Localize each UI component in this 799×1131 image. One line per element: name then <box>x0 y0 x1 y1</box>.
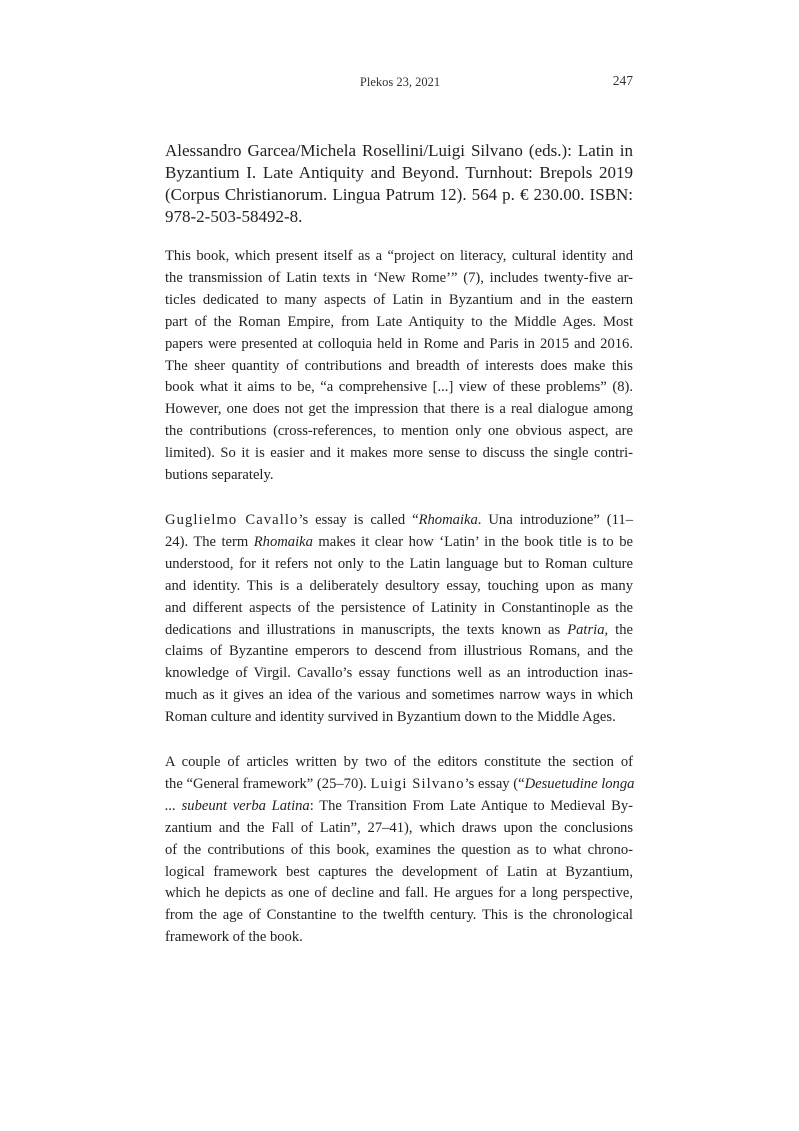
text-line <box>165 162 633 184</box>
text-line <box>165 707 633 729</box>
text-line <box>165 840 633 862</box>
text-segment: and identity. This is a deliberately desultory essay, touching upon as many <box>165 577 633 594</box>
text-segment: papers were presented at colloquia held in Rome and Paris in 2015 and 2016. <box>165 335 633 352</box>
text-segment: claims of Byzantine emperors to descend from illustrious Romans, and the <box>165 643 633 660</box>
text-segment: the transmission of Latin texts in ‘New Rome’” (7), includes twenty-five ar- <box>165 269 633 286</box>
author-name: Luigi Silvano <box>370 775 465 792</box>
text-line <box>165 796 633 818</box>
text-segment: ticles dedicated to many aspects of Latin in Byzantium and in the eastern <box>165 291 633 308</box>
text-segment: : The Transition From Late Antique to Medieval By- <box>309 797 633 814</box>
text-line <box>165 818 633 840</box>
text-line <box>165 443 633 465</box>
text-segment: much as it gives an idea of the various and sometimes narrow ways in which <box>165 687 633 704</box>
text-line <box>165 421 633 443</box>
text-segment: knowledge of Virgil. Cavallo’s essay functions well as an introduction inas- <box>165 665 633 682</box>
text-line <box>165 140 633 162</box>
text-segment: from the age of Constantine to the twelfth century. This is the chronological <box>165 907 633 924</box>
text-line <box>165 883 633 905</box>
text-segment: . Una introduzione” (11– <box>477 511 633 528</box>
text-segment: Alessandro Garcea/Michela Rosellini/Luigi Silvano (eds.): Latin in <box>165 141 633 160</box>
text-line <box>165 206 633 228</box>
text-line <box>165 774 633 796</box>
text-line <box>165 290 633 312</box>
text-line <box>165 905 633 927</box>
text-segment: Roman culture and identity survived in Byzantium down to the Middle Ages. <box>165 709 616 726</box>
paragraph <box>165 752 633 949</box>
text-segment: butions separately. <box>165 467 274 484</box>
italic-text: Patria <box>567 621 605 638</box>
text-segment: book what it aims to be, “a comprehensive [...] view of these problems” (8). <box>165 379 633 396</box>
text-line <box>165 927 633 949</box>
text-segment: 978-2-503-58492-8. <box>165 207 303 226</box>
text-line <box>165 532 633 554</box>
text-segment: However, one does not get the impression that there is a real dialogue among <box>165 401 633 418</box>
italic-text: ... subeunt verba Latina <box>165 797 310 814</box>
text-line <box>165 510 633 532</box>
text-segment: which he depicts as one of decline and fall. He argues for a long perspective, <box>165 885 633 902</box>
italic-text: Rhomaika <box>418 511 478 528</box>
text-segment: A couple of articles written by two of the editors constitute the section of <box>165 754 633 771</box>
text-segment: ’s essay (“ <box>464 775 525 792</box>
review-body <box>165 246 633 949</box>
running-header-journal: Plekos 23, 2021 <box>359 75 441 89</box>
paragraph <box>165 510 633 729</box>
text-line <box>165 685 633 707</box>
text-line <box>165 465 633 487</box>
text-segment: the contributions (cross-references, to mention only one obvious aspect, are <box>165 423 633 440</box>
text-segment: part of the Roman Empire, from Late Antiquity to the Middle Ages. Most <box>165 313 633 330</box>
text-segment: This book, which present itself as a “project on literacy, cultural identity and <box>165 248 633 264</box>
text-line <box>165 399 633 421</box>
review-title <box>165 140 633 228</box>
text-segment: 24). The term <box>165 533 254 550</box>
text-segment: The sheer quantity of contributions and breadth of interests does make this <box>165 357 633 374</box>
page-content <box>165 140 633 972</box>
text-segment: dedications and illustrations in manuscripts, the texts known as <box>165 621 568 638</box>
text-segment: (Corpus Christianorum. Lingua Patrum 12). 564 p. € 230.00. ISBN: <box>165 185 633 204</box>
text-segment: makes it clear how ‘Latin’ in the book title is to be <box>312 533 633 550</box>
text-line <box>165 576 633 598</box>
text-line <box>165 312 633 334</box>
text-segment: the “General framework” (25–70). <box>165 775 371 792</box>
text-line <box>165 752 633 774</box>
text-segment: logical framework best captures the development of Latin at Byzantium, <box>165 863 633 880</box>
page-number: 247 <box>612 73 633 88</box>
text-segment: framework of the book. <box>165 929 303 946</box>
text-segment: limited). So it is easier and it makes more sense to discuss the single contri- <box>165 445 633 462</box>
text-line <box>165 554 633 576</box>
text-line <box>165 620 633 642</box>
author-name: Guglielmo Cavallo <box>165 511 299 528</box>
text-line <box>165 862 633 884</box>
text-segment: zantium and the Fall of Latin”, 27–41), which draws upon the conclusions <box>165 819 633 836</box>
text-line <box>165 246 633 268</box>
text-line <box>165 377 633 399</box>
text-line <box>165 334 633 356</box>
text-segment: of the contributions of this book, examines the question as to what chrono- <box>165 841 633 858</box>
text-line <box>165 663 633 685</box>
italic-text: Rhomaika <box>253 533 313 550</box>
paragraph <box>165 246 633 487</box>
text-line <box>165 356 633 378</box>
text-segment: , the <box>604 621 633 638</box>
italic-text: Desuetudine longa <box>524 775 635 792</box>
text-segment: Byzantium I. Late Antiquity and Beyond. Turnhout: Brepols 2019 <box>165 163 633 182</box>
text-segment: understood, for it refers not only to the Latin language but to Roman culture <box>165 555 633 572</box>
text-segment: and different aspects of the persistence of Latinity in Constantinople as the <box>165 599 633 616</box>
text-line <box>165 641 633 663</box>
text-line <box>165 184 633 206</box>
text-line <box>165 268 633 290</box>
text-line <box>165 598 633 620</box>
text-segment: ’s essay is called “ <box>298 511 419 528</box>
